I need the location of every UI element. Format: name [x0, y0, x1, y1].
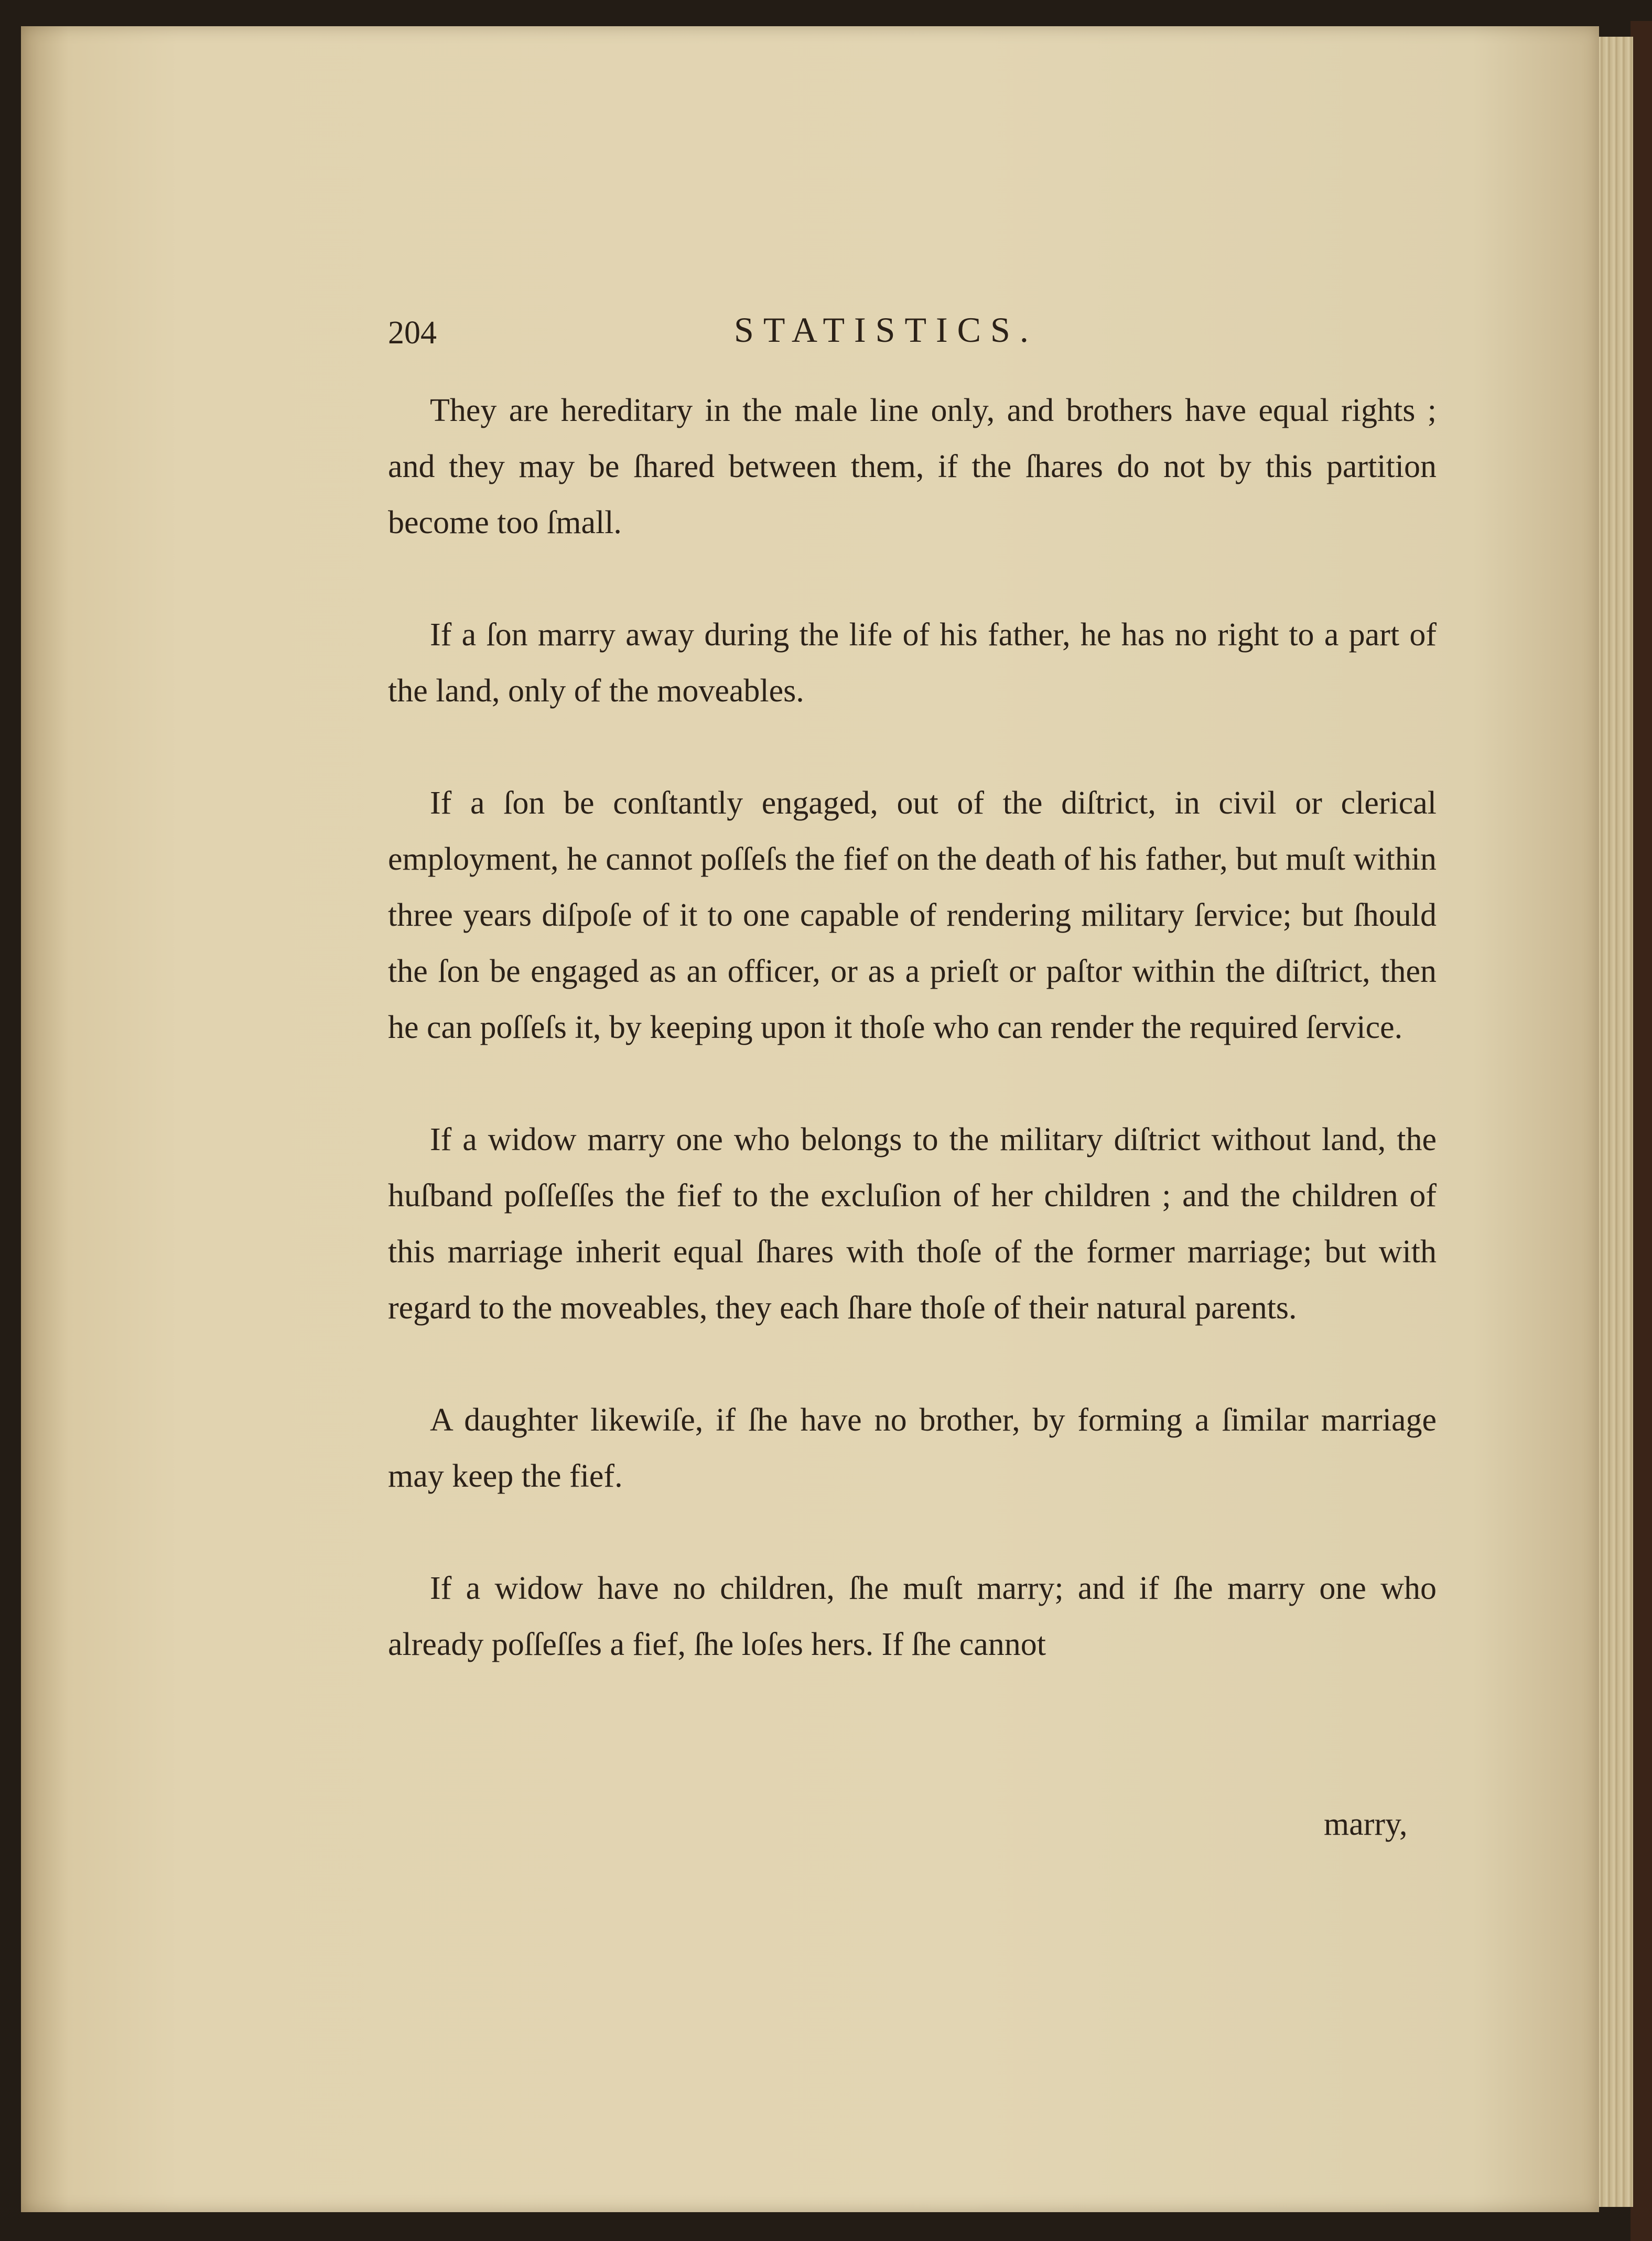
page-stack-edge [1596, 37, 1633, 2207]
paragraph: If a ſon be conſtantly engaged, out of the diſtrict, in civil or clerical employment, he cannot poſſeſs the fief on the death of his father, but muſt within three years diſpoſe of it to one capable of rendering military ſervice; but ſhould the ſon be engaged as an officer, or as a prieſt or paſtor within the diſtrict, then he can poſſeſs it, by keeping upon it thoſe who can render the required ſervice. [388, 785, 1437, 1045]
body-text [388, 383, 1437, 1729]
paragraph: If a widow have no children, ſhe muſt marry; and if ſhe marry one who already poſſeſſes a fief, ſhe loſes hers. If ſhe cannot [388, 1571, 1437, 1662]
running-title: STATISTICS. [734, 310, 1038, 350]
book-cover-edge [1631, 21, 1652, 2241]
paragraph: A daughter likewiſe, if ſhe have no brother, by forming a ſimilar marriage may keep the fief. [388, 1402, 1437, 1494]
catchword: marry, [1324, 1806, 1408, 1842]
paragraph: They are hereditary in the male line only, and brothers have equal rights ; and they may be ſhared between them, if the ſhares do not by this partition become too ſmall. [388, 393, 1437, 540]
paragraph: If a ſon marry away during the life of his father, he has no right to a part of the land, only of the moveables. [388, 617, 1437, 709]
page-number: 204 [388, 315, 437, 351]
page-header [388, 309, 1437, 356]
paragraph: If a widow marry one who belongs to the military diſtrict without land, the huſband poſſeſſes the fief to the excluſion of her children ; and the children of this marriage inherit equal ſhares with thoſe of the former marriage; but with regard to the moveables, they each ſhare thoſe of their natural parents. [388, 1122, 1437, 1326]
